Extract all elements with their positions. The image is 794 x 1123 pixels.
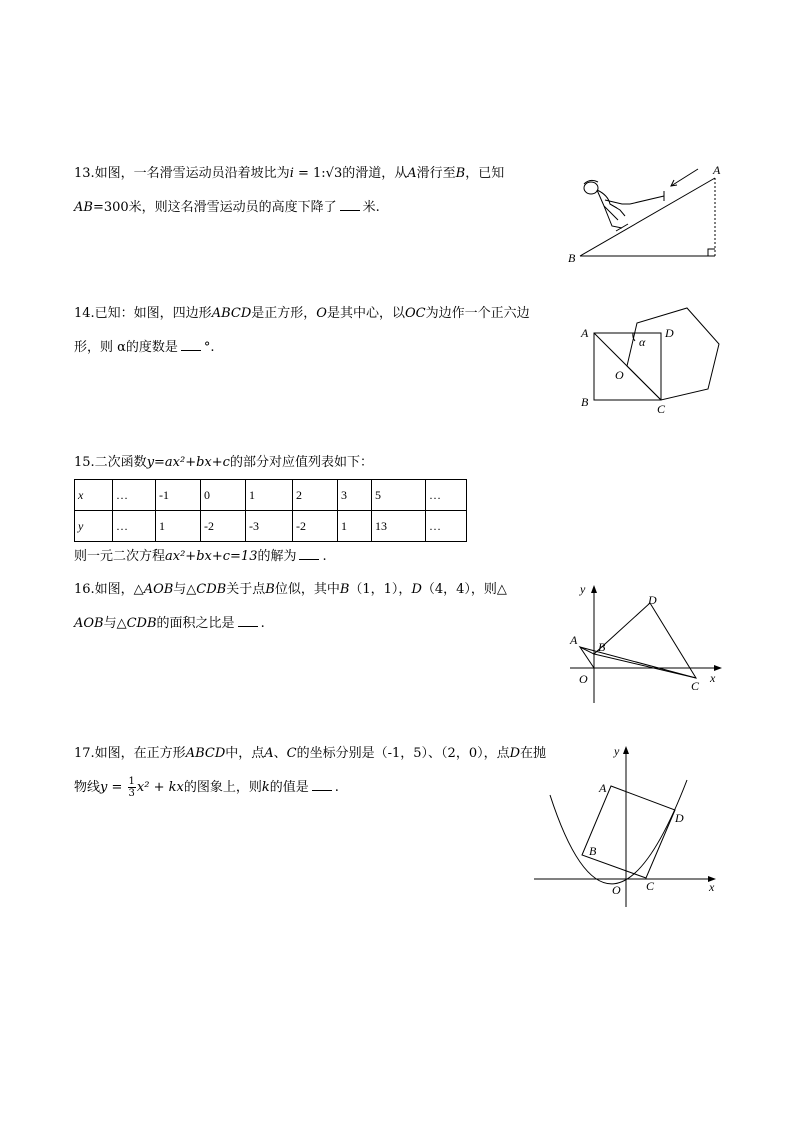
q13-text-6: ，已知	[465, 166, 505, 181]
q17-text-7: 的坐标分别是（-1，5）、（2，0），点	[296, 746, 510, 761]
table-cell: y	[75, 511, 113, 542]
q17-abcd: ABCD	[185, 746, 226, 761]
q16-text-7: 位似，其中	[274, 582, 340, 597]
q13-point-a: A	[407, 166, 417, 181]
q15-text-3: 的部分对应值列表如下：	[229, 455, 373, 470]
question-16	[74, 573, 554, 641]
table-cell: 0	[201, 480, 246, 511]
question-14	[74, 297, 554, 365]
q17-text-1: 17.如图，在正方形	[74, 746, 186, 761]
answer-blank	[312, 776, 332, 791]
q14-text-3: 是正方形，	[251, 306, 317, 321]
answer-blank	[238, 612, 258, 627]
q14-label-c: C	[657, 402, 666, 416]
q14-text-5: 是其中心，以	[326, 306, 405, 321]
q16-text-9: （1，1），	[349, 582, 412, 597]
q14-label-alpha: α	[639, 335, 646, 349]
question-15	[74, 446, 554, 480]
q16-axis-x-label: x	[710, 671, 716, 685]
q14-abcd: ABCD	[211, 306, 252, 321]
q15-text-1: 15.二次函数	[74, 455, 147, 470]
q16-axis-y-label: y	[580, 582, 586, 596]
table-cell: 5	[372, 480, 426, 511]
table-cell: -1	[156, 480, 201, 511]
table-cell: 1	[338, 511, 372, 542]
answer-blank	[340, 196, 360, 211]
q13-segment-ab: AB	[74, 200, 93, 215]
q13-ratio-i: i	[289, 166, 294, 181]
q16-aob: AOB	[143, 582, 174, 597]
answer-blank	[181, 336, 201, 351]
q17-parabola-lhs: y =	[100, 780, 123, 795]
q13-label-a: A	[713, 163, 721, 177]
table-cell: 13	[372, 511, 426, 542]
skier-icon	[584, 180, 664, 231]
q13-point-b: B	[455, 166, 466, 181]
q17-square-parabola-figure	[530, 740, 725, 910]
q13-text-9: 米.	[362, 200, 380, 215]
q16-cdb: CDB	[196, 582, 227, 597]
q16-text-5: 关于点	[226, 582, 266, 597]
q16-text-15: 的面积之比是	[156, 616, 235, 631]
q17-fraction	[128, 776, 136, 799]
q17-a: A	[264, 746, 274, 761]
q17-parabola-rhs: x² + kx	[136, 780, 184, 795]
table-cell: -2	[293, 511, 338, 542]
q14-square-hexagon-figure	[570, 300, 730, 420]
q17-axis-x-label: x	[709, 880, 715, 894]
q17-label-o: O	[612, 883, 621, 897]
q13-ratio-eq: = 1:	[293, 166, 326, 181]
q14-label-o: O	[615, 368, 624, 382]
q16-text-3: 与△	[173, 582, 197, 597]
q17-label-b: B	[589, 844, 597, 858]
q14-label-d: D	[665, 326, 674, 340]
q13-text-8: =300米，则这名滑雪运动员的高度下降了	[92, 200, 337, 215]
q17-k: k	[261, 780, 270, 795]
q17-text-5: 、	[273, 746, 287, 761]
q16-label-d: D	[648, 593, 657, 607]
q15-text-7: .	[322, 549, 327, 564]
q17-label-d: D	[675, 811, 684, 825]
q16-text-16: .	[260, 616, 265, 631]
q13-text-2: 的滑道，从	[342, 166, 408, 181]
q17-text-15: .	[334, 780, 339, 795]
q17-label-c: C	[646, 879, 655, 893]
table-cell: …	[113, 480, 156, 511]
q17-label-a: A	[599, 781, 607, 795]
answer-blank	[299, 545, 319, 560]
q14-label-b: B	[581, 395, 589, 409]
q14-text-8: °.	[203, 340, 215, 355]
q13-text-1: 13.如图，一名滑雪运动员沿着坡比为	[74, 166, 290, 181]
table-cell: 3	[338, 480, 372, 511]
q13-ski-slope-figure	[560, 160, 730, 270]
q17-text-14: 的值是	[269, 780, 309, 795]
q14-text-7: 为边作一个正六边形，则 α的度数是	[74, 306, 530, 355]
table-row	[75, 480, 467, 511]
q14-o: O	[316, 306, 327, 321]
question-13	[74, 157, 554, 225]
q17-text-3: 中，点	[225, 746, 265, 761]
question-15-followup	[74, 540, 554, 574]
table-cell: 1	[156, 511, 201, 542]
q16-label-c: C	[691, 679, 700, 693]
question-17	[74, 737, 554, 805]
q13-ratio-sqrt: √3	[325, 166, 343, 181]
table-row	[75, 511, 467, 542]
q17-axis-y-label: y	[614, 744, 620, 758]
table-cell: x	[75, 480, 113, 511]
q16-aob-2: AOB	[74, 616, 104, 631]
q13-label-b: B	[568, 251, 576, 265]
q14-oc: OC	[404, 306, 426, 321]
q17-fraction-denominator: 3	[128, 788, 135, 799]
q13-text-4: 滑行至	[416, 166, 456, 181]
q16-label-b: B	[598, 640, 606, 654]
table-cell: …	[113, 511, 156, 542]
q14-text-1: 14.已知：如图，四边形	[74, 306, 212, 321]
q14-label-a: A	[581, 326, 589, 340]
q16-cdb-2: CDB	[126, 616, 157, 631]
q16-text-13: 与△	[103, 616, 127, 631]
table-cell: …	[426, 511, 467, 542]
q17-text-12: 的图象上，则	[183, 780, 262, 795]
table-cell: 2	[293, 480, 338, 511]
q16-b: B	[265, 582, 275, 597]
q17-d: D	[509, 746, 521, 761]
q16-label-a: A	[570, 633, 578, 647]
table-cell: -2	[201, 511, 246, 542]
q17-fraction-numerator: 1	[128, 776, 135, 787]
table-cell: -3	[246, 511, 293, 542]
q16-homothety-figure	[562, 575, 732, 710]
q15-text-4: 则一元二次方程	[74, 549, 166, 564]
q17-c: C	[286, 746, 297, 761]
table-cell: …	[426, 480, 467, 511]
q15-value-table	[74, 479, 467, 542]
q16-label-o: O	[579, 672, 588, 686]
q17-text-9: 在抛物线	[74, 746, 547, 795]
q16-b2: B	[339, 582, 350, 597]
q16-text-11: （4，4），则△	[421, 582, 507, 597]
q15-text-6: 的解为	[257, 549, 297, 564]
table-cell: 1	[246, 480, 293, 511]
q16-text-1: 16.如图，△	[74, 582, 144, 597]
q15-equation: ax²+bx+c=13	[165, 549, 258, 564]
q16-d: D	[411, 582, 422, 597]
q15-function: y=ax²+bx+c	[146, 455, 230, 470]
